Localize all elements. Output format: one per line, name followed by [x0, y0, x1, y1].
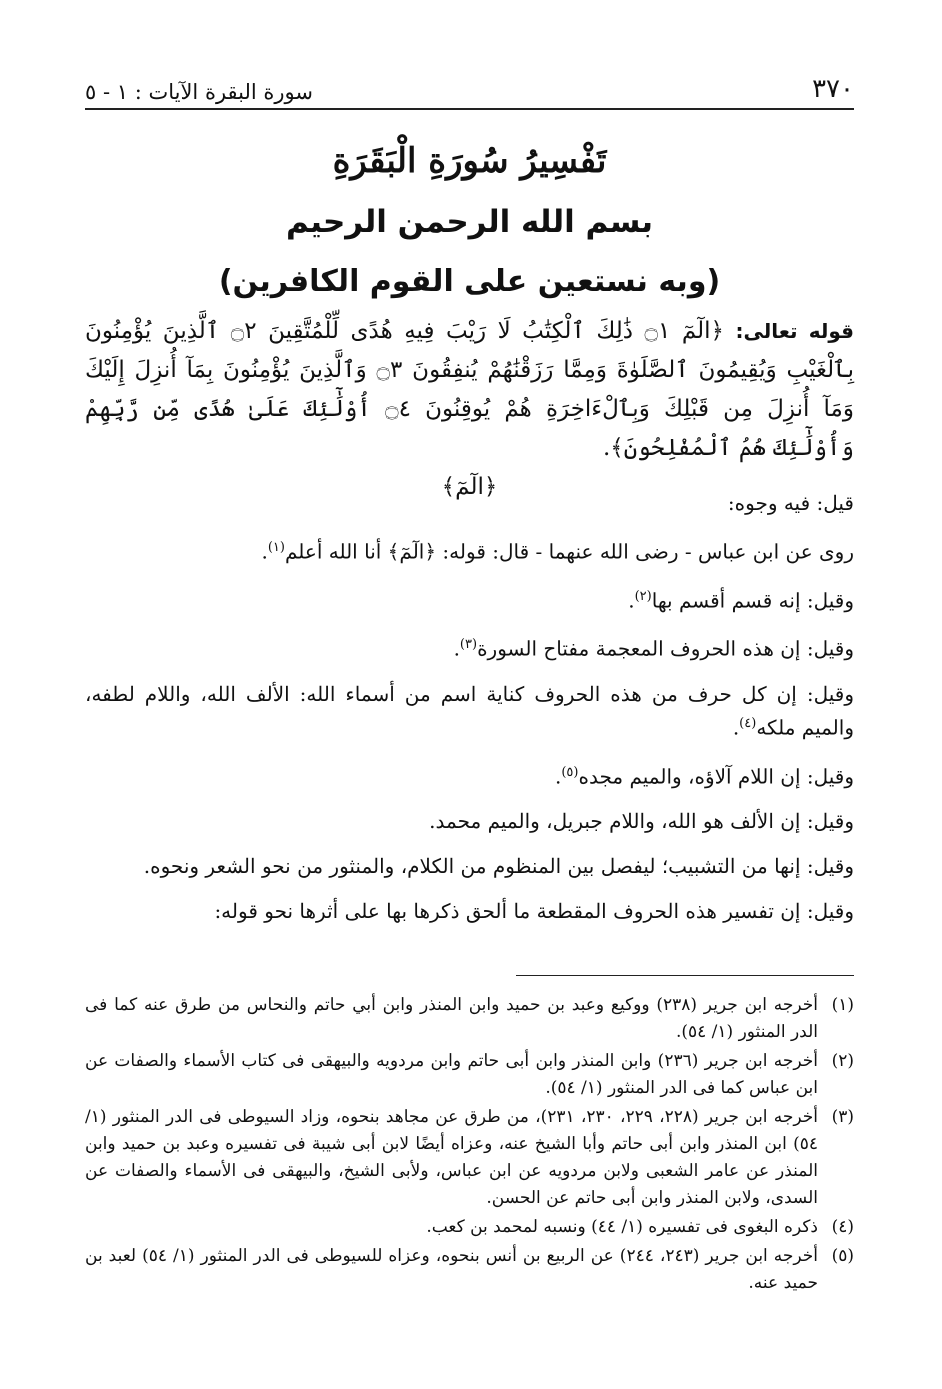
footnote-number: (١)	[831, 995, 854, 1015]
paragraph-tail: .	[554, 764, 562, 789]
title-block	[85, 132, 854, 310]
paragraph-text: وقيل: إن تفسير هذه الحروف المقطعة ما ألحق ذكرها بها على أثرها نحو قوله:	[214, 899, 854, 924]
footnote-divider	[516, 975, 854, 976]
basmala: بسم الله الرحمن الرحيم	[285, 204, 654, 240]
footnote-text: أخرجه ابن جرير (٢٤٣، ٢٤٤) عن الربيع بن أنس بنحوه، وعزاه للسيوطى فى الدر المنثور (١/ ٥٤) لعبد بن حميد عنه.	[85, 1246, 819, 1293]
footnote-number: (٤)	[831, 1217, 854, 1237]
paragraph-text: وقيل: إنها من التشبيب؛ ليفصل بين المنظوم من الكلام، والمنثور من نحو الشعر ونحوه.	[143, 854, 854, 879]
paragraph-text: وقيل: إنه قسم أقسم بها	[651, 588, 854, 613]
footnote	[85, 1243, 854, 1297]
footnote-text: ذكره البغوى فى تفسيره (١/ ٤٤) ونسبه لمحمد بن كعب.	[426, 1217, 818, 1237]
footnote-number: (٢)	[831, 1051, 854, 1071]
paragraph-tail: .	[453, 636, 460, 661]
paragraph-text: وقيل: إن هذه الحروف المعجمة مفتاح السورة	[477, 636, 854, 661]
page-header	[85, 64, 854, 110]
paragraph-text: قيل: فيه وجوه:	[727, 491, 854, 515]
page-number: ٣٧٠	[812, 74, 854, 104]
paragraph	[85, 679, 854, 743]
paragraph	[85, 488, 854, 518]
footnote-ref[interactable]: (١)	[267, 540, 285, 555]
verse-heading: ﴿الٓمٓ﴾	[441, 474, 498, 500]
paragraph	[85, 533, 854, 567]
paragraph	[85, 896, 854, 926]
footnote	[85, 1104, 854, 1212]
paragraph-tail: .	[628, 588, 635, 613]
footnote-number: (٥)	[831, 1246, 854, 1266]
paragraph-text: وقيل: إن الألف هو الله، واللام جبريل، والميم محمد.	[429, 809, 854, 834]
footnote	[85, 1048, 854, 1102]
paragraph-tail: .	[261, 539, 268, 564]
footnotes	[85, 992, 854, 1299]
quran-verses	[85, 312, 854, 507]
seeking-help-line: (وبه نستعين على القوم الكافرين)	[218, 264, 721, 299]
footnote-ref[interactable]: (٤)	[739, 715, 757, 731]
paragraph	[85, 630, 854, 664]
footnote-text: أخرجه ابن جرير (٢٢٨، ٢٢٩، ٢٣٠، ٢٣١)، من طرق عن مجاهد بنحوه، وزاد السيوطى فى الدر المنثور (١/ ٥٤) ابن المنذر وابن أبى حاتم وأبا الشيخ عنه، وعزاه أيضًا لابن أبى شيبة فى تفسيره وعبد بن حميد وابن المنذر عن عامر الشعبى ولابن مردويه عن ابن عباس، ولأبى الشيخ، والبيهقى فى الأسماء والصفات عن السدى، ولابن المنذر وابن أبى حاتم عن الحسن.	[85, 1107, 818, 1208]
commentary	[85, 488, 854, 941]
paragraph	[85, 851, 854, 881]
footnote	[85, 992, 854, 1046]
paragraph-tail: .	[732, 715, 740, 740]
footnote-ref[interactable]: (٣)	[459, 637, 478, 653]
verse-text: ﴿الٓمٓ ۝١ ذَٰلِكَ ٱلْكِتَٰبُ لَا رَيْبَ فِيهِ هُدًى لِّلْمُتَّقِينَ ۝٢ ٱلَّذِينَ يُؤْمِنُونَ بِٱلْغَيْبِ وَيُقِيمُونَ ٱلصَّلَوٰةَ وَمِمَّا رَزَقْنَٰهُمْ يُنفِقُونَ ۝٣ وَٱلَّذِينَ يُؤْمِنُونَ بِمَآ أُنزِلَ إِلَيْكَ وَمَآ أُنزِلَ مِن قَبْلِكَ وَبِٱلْءَاخِرَةِ هُمْ يُوقِنُونَ ۝٤ أُوْلَٰٓئِكَ عَلَىٰ هُدًى مِّن رَّبِّهِمْ وَأُوْلَٰٓئِكَ هُمُ ٱلْمُفْلِحُونَ﴾.	[85, 318, 854, 461]
surah-title: تَفْسِيرُ سُورَةِ الْبَقَرَةِ	[332, 141, 607, 181]
paragraph	[85, 582, 854, 616]
verse-intro: قوله تعالى:	[735, 319, 854, 343]
paragraph	[85, 806, 854, 836]
running-title: سورة البقرة الآيات : ١ - ٥	[85, 80, 313, 104]
footnote-ref[interactable]: (٢)	[634, 588, 652, 604]
footnote-text: أخرجه ابن جرير (٢٣٨) ووكيع وعبد بن حميد وابن المنذر وابن أبي حاتم والنحاس من طرق عنه كما فى الدر المنثور (١/ ٥٤).	[85, 995, 818, 1042]
footnote-ref[interactable]: (٥)	[561, 764, 579, 780]
footnote-text: أخرجه ابن جرير (٢٣٦) وابن المنذر وابن أبى حاتم وابن مردويه والبيهقى فى كتاب الأسماء والصفات عن ابن عباس كما فى الدر المنثور (١/ ٥٤).	[85, 1051, 818, 1098]
paragraph-text: وقيل: إن كل حرف من هذه الحروف كناية اسم من أسماء الله: الألف الله، واللام لطفه، والميم ملكه	[85, 681, 854, 740]
paragraph-text: روى عن ابن عباس - رضى الله عنهما - قال: قوله: ﴿الٓمٓ﴾ أنا الله أعلم	[284, 539, 854, 564]
paragraph	[85, 758, 854, 792]
footnote-number: (٣)	[831, 1107, 854, 1127]
footnote	[85, 1214, 854, 1241]
paragraph-text: وقيل: إن اللام آلاؤه، والميم مجده	[578, 764, 854, 789]
